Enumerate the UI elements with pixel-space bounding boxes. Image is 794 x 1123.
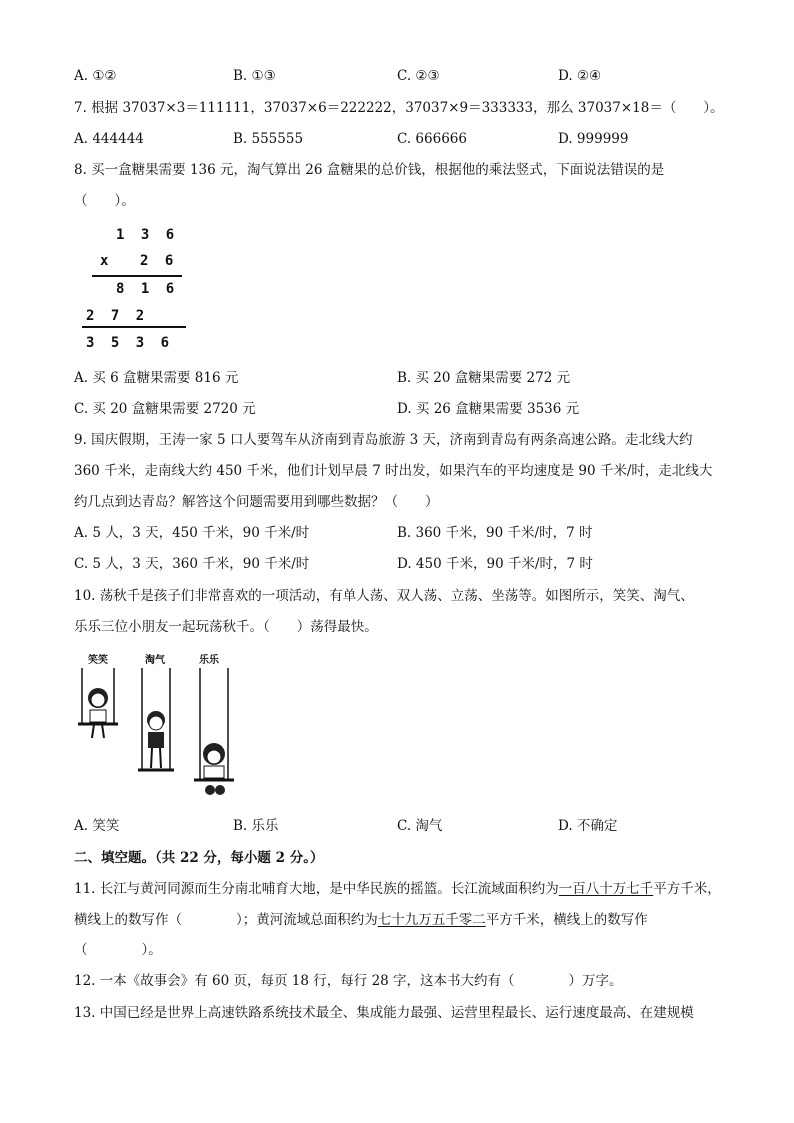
q7-option-a: A. 444444 — [74, 131, 144, 147]
q7-option-d: D. 999999 — [558, 131, 629, 147]
q10-option-c: C. 淘气 — [397, 818, 443, 834]
q11-underlined-1: 一百八十万七千 — [558, 881, 654, 897]
q8-option-a: A. 买 6 盒糖果需要 816 元 — [74, 370, 239, 386]
swing-label-xiaoxiao: 笑笑 — [88, 655, 108, 666]
q8-stem-line1: 8. 买一盒糖果需要 136 元，淘气算出 26 盒糖果的总价钱，根据他的乘法竖式，下面说法错误的是 — [74, 162, 665, 178]
q10-option-a: A. 笑笑 — [74, 818, 120, 834]
q9-stem-line2: 360 千米，走南线大约 450 千米，他们计划早晨 7 时出发，如果汽车的平均速度是 90 千米/时，走北线大 — [74, 463, 713, 479]
q11-text-1: 11. 长江与黄河同源而生分南北哺育大地，是中华民族的摇篮。长江流域面积约为 — [74, 881, 559, 897]
vm-row-multiplicand: 1 3 6 — [116, 227, 179, 243]
swing-label-taoqi: 淘气 — [145, 655, 165, 666]
q9-stem-line3: 约几点到达青岛？解答这个问题需要用到哪些数据？（ ） — [74, 494, 439, 510]
q13-stem: 13. 中国已经是世界上高速铁路系统技术最全、集成能力最强、运营里程最长、运行速度最高、在建规模 — [74, 1005, 694, 1021]
section-2-title: 二、填空题。（共 22 分，每小题 2 分。） — [74, 850, 324, 866]
vm-row-multiplier: 2 6 — [140, 253, 178, 269]
q11-line3: （ ）。 — [74, 942, 162, 958]
q11-line1 — [74, 879, 721, 899]
q9-option-d: D. 450 千米，90 千米/时，7 时 — [397, 556, 593, 572]
q10-stem-line1: 10. 荡秋千是孩子们非常喜欢的一项活动，有单人荡、双人荡、立荡、坐荡等。如图所示，笑笑、淘气、 — [74, 588, 694, 604]
q11-text-2: 平方千米， — [653, 881, 721, 897]
q6-option-a: A. ①② — [74, 68, 117, 84]
q10-option-d: D. 不确定 — [558, 818, 618, 834]
q8-option-d: D. 买 26 盒糖果需要 3536 元 — [397, 401, 580, 417]
q9-option-c: C. 5 人，3 天，360 千米，90 千米/时 — [74, 556, 310, 572]
vm-operator: x — [100, 253, 109, 269]
q7-stem: 7. 根据 37037×3＝111111，37037×6＝222222，37037×9＝333333，那么 37037×18＝（ ）。 — [74, 100, 724, 116]
vm-row-product: 3 5 3 6 — [86, 335, 174, 351]
q11-underlined-2: 七十九万五千零二 — [377, 912, 486, 928]
vm-rule-2 — [82, 326, 186, 328]
q6-option-d: D. ②④ — [558, 68, 602, 84]
q9-option-b: B. 360 千米，90 千米/时，7 时 — [397, 525, 593, 541]
swing-drawing — [70, 662, 250, 802]
q9-stem-line1: 9. 国庆假期，王涛一家 5 口人要驾车从济南到青岛旅游 3 天，济南到青岛有两条高速公路。走北线大约 — [74, 432, 693, 448]
q11-line2 — [74, 910, 648, 930]
q6-option-c: C. ②③ — [397, 68, 440, 84]
q8-stem-line2: （ ）。 — [74, 193, 135, 209]
q9-option-a: A. 5 人，3 天，450 千米，90 千米/时 — [74, 525, 310, 541]
q8-option-b: B. 买 20 盒糖果需要 272 元 — [397, 370, 571, 386]
vm-row-partial-2: 2 7 2 — [86, 308, 149, 324]
q11-text-4: 平方千米，横线上的数写作 — [485, 912, 648, 928]
vm-rule-1 — [92, 275, 182, 277]
q6-option-b: B. ①③ — [233, 68, 276, 84]
vm-row-partial-1: 8 1 6 — [116, 281, 179, 297]
q7-option-c: C. 666666 — [397, 131, 467, 147]
q8-option-c: C. 买 20 盒糖果需要 2720 元 — [74, 401, 256, 417]
q7-option-b: B. 555555 — [233, 131, 304, 147]
q10-option-b: B. 乐乐 — [233, 818, 279, 834]
q12-stem: 12. 一本《故事会》有 60 页，每页 18 行，每行 28 字，这本书大约有（ ）万字。 — [74, 973, 623, 989]
swing-label-lele: 乐乐 — [199, 655, 219, 666]
q10-stem-line2: 乐乐三位小朋友一起玩荡秋千。（ ）荡得最快。 — [74, 619, 378, 635]
q11-text-3: 横线上的数写作（ ）；黄河流域总面积约为 — [74, 912, 378, 928]
